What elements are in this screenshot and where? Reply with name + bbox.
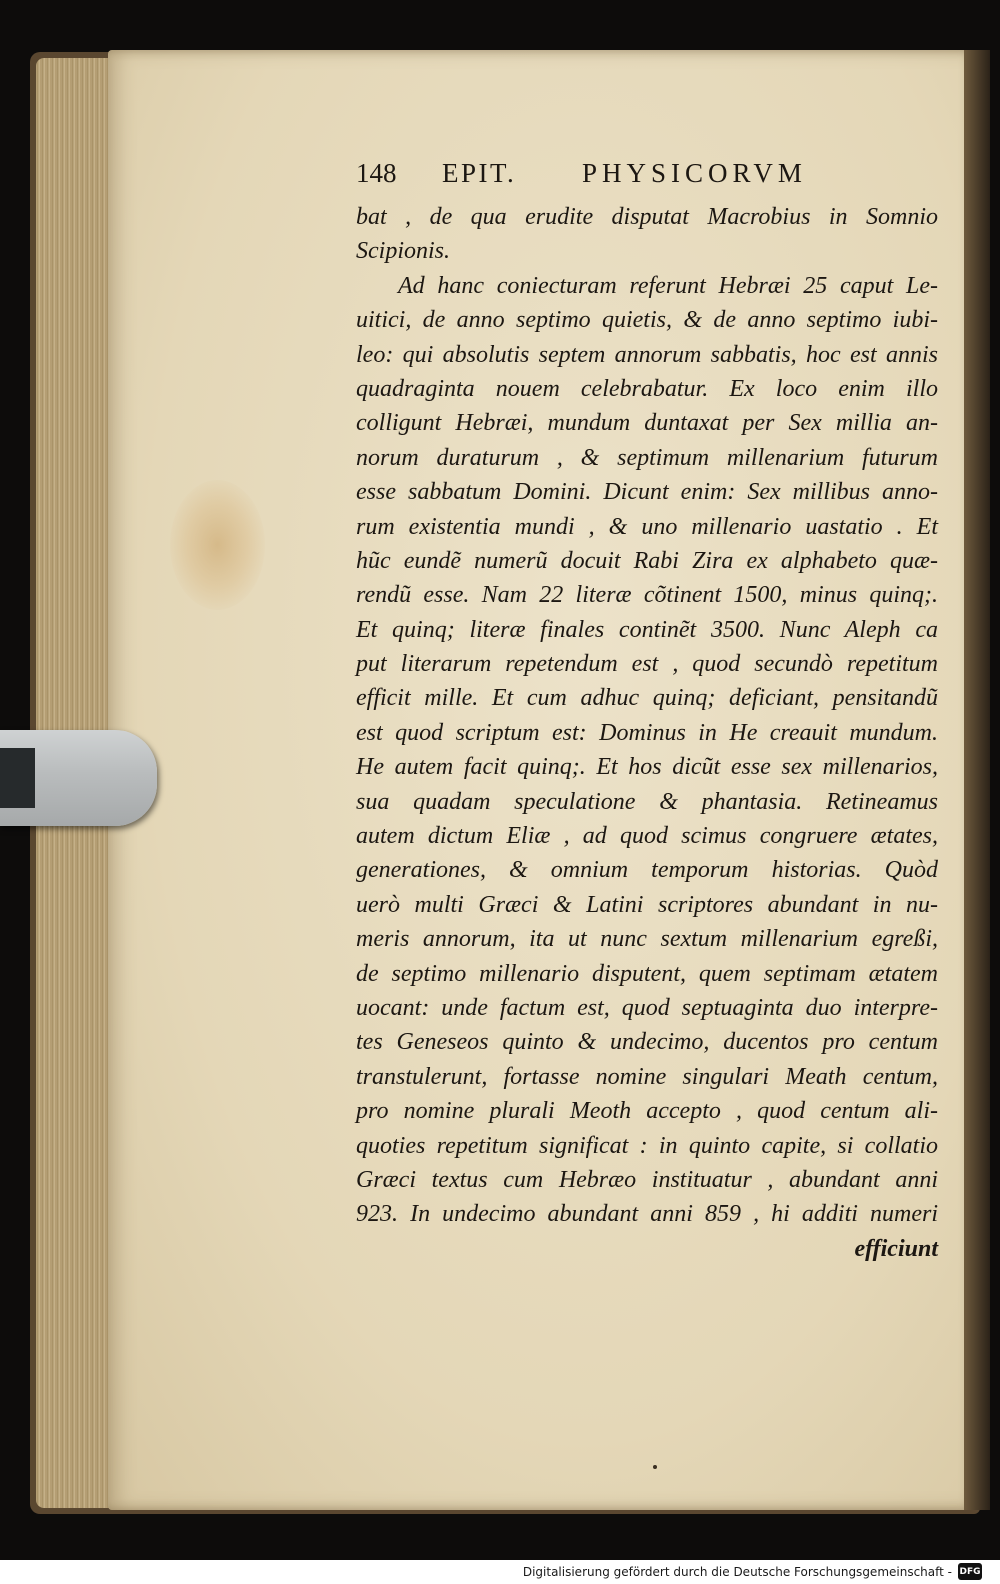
text-line: est quod scriptum est: Dominus in He creauit mundum. [356, 719, 938, 746]
text-line: put literarum repetendum est , quod secundò repetitum [356, 651, 938, 678]
text-line: quadraginta nouem celebrabatur. Ex loco enim illo [356, 375, 938, 402]
page-number: 148 [356, 158, 397, 188]
text-line: Et quinq; literæ finales continẽt 3500. Nunc Aleph ca [356, 616, 938, 643]
page-clip-shadow [0, 748, 35, 808]
text-line: meris annorum, ita ut nunc sextum millenarium egreßi, [356, 926, 938, 953]
text-block [356, 158, 938, 1266]
text-line: efficit mille. Et cum adhuc quinq; deficiant, pensitandũ [356, 685, 938, 712]
text-line: norum duraturum , & septimum millenarium futurum [356, 444, 938, 471]
running-title-part-2: PHYSICORVM [582, 158, 807, 188]
text-line: esse sabbatum Domini. Dicunt enim: Sex millibus anno- [356, 479, 938, 506]
text-line: de septimo millenario disputent, quem septimam ætatem [356, 960, 938, 987]
text-line: leo: qui absolutis septem annorum sabbatis, hoc est annis [356, 341, 938, 368]
text-line: rendũ esse. Nam 22 literæ cõtinent 1500, minus quinq;. [356, 582, 938, 609]
text-line: rum existentia mundi , & uno millenario uastatio . Et [356, 513, 938, 540]
text-line: Ad hanc coniecturam referunt Hebræi 25 caput Le- [398, 272, 938, 299]
text-line: uerò multi Græci & Latini scriptores abundant in nu- [356, 891, 938, 918]
text-line: transtulerunt, fortasse nomine singulari Meath centum, [356, 1063, 938, 1090]
text-line: tes Geneseos quinto & undecimo, ducentos pro centum [356, 1029, 938, 1056]
text-line: quoties repetitum significat : in quinto capite, si collatio [356, 1132, 938, 1159]
text-line: pro nomine plurali Meoth accepto , quod centum ali- [356, 1098, 938, 1125]
running-title-part-1: EPIT. [442, 158, 517, 188]
funding-credit: Digitalisierung gefördert durch die Deutsche Forschungsgemeinschaft - [522, 1565, 952, 1579]
text-line: bat , de qua erudite disputat Macrobius in Somnio [356, 204, 938, 230]
text-line: sua quadam speculatione & phantasia. Retineamus [356, 788, 938, 815]
page-mark [653, 1465, 657, 1469]
text-line: Scipionis. [356, 238, 450, 265]
dfg-logo: DFG [958, 1563, 982, 1580]
gutter-shadow [964, 50, 990, 1510]
text-line: autem dictum Eliæ , ad quod scimus congruere ætates, [356, 823, 938, 850]
text-line: colligunt Hebræi, mundum duntaxat per Sex millia an- [356, 410, 938, 437]
text-line: He autem facit quinq;. Et hos dicũt esse sex millenarios, [356, 754, 938, 781]
text-line: hũc eundẽ numerũ docuit Rabi Zira ex alphabeto quæ- [356, 547, 938, 574]
running-head [356, 158, 938, 198]
catchword: efficiunt [854, 1235, 938, 1262]
page-clip [0, 730, 157, 826]
text-line: uocant: unde factum est, quod septuaginta duo interpre- [356, 994, 938, 1021]
text-line: generationes, & omnium temporum historias. Quòd [356, 857, 938, 884]
text-line: uitici, de anno septimo quietis, & de anno septimo iubi- [356, 307, 938, 334]
text-line: 923. In undecimo abundant anni 859 , hi additi numeri [356, 1201, 938, 1228]
text-line: Græci textus cum Hebræo instituatur , abundant anni [356, 1166, 938, 1193]
foxing-stain [170, 480, 265, 610]
